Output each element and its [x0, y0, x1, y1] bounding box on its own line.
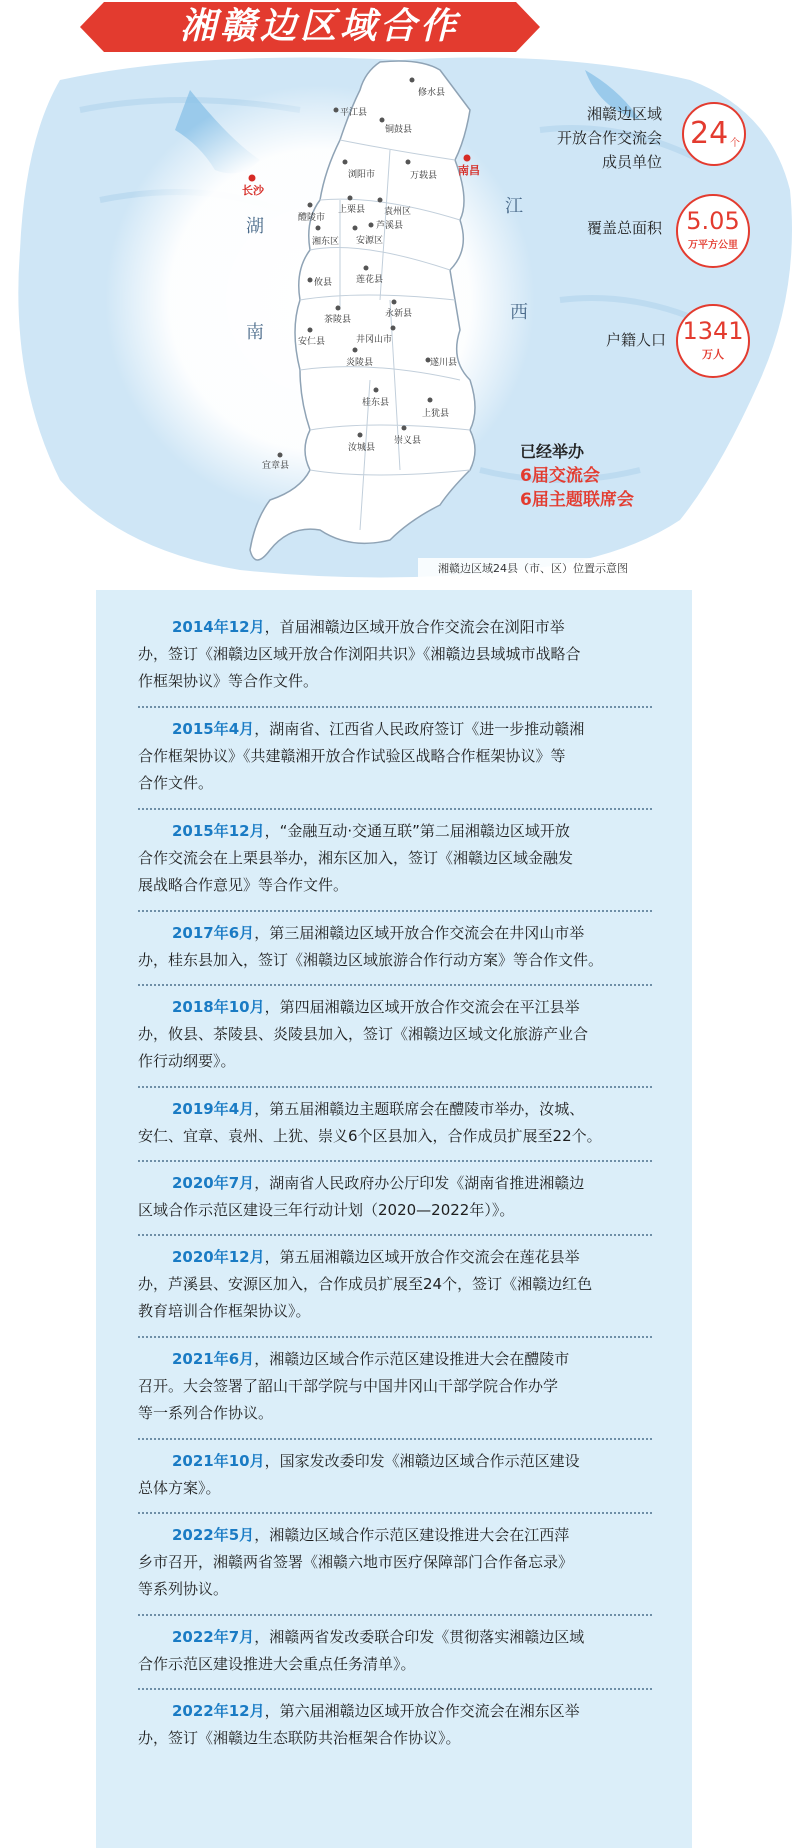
stat-label-line: 开放合作交流会 — [556, 129, 662, 147]
province-jiangxi-char2: 西 — [510, 302, 528, 323]
stat-circle-members — [682, 102, 746, 166]
dotted-divider — [138, 1688, 652, 1690]
entry-text: 办，签订《湘赣边生态联防共治框架合作协议》。 — [138, 1729, 461, 1747]
entry-text: ，湘赣两省发改委联合印发《贯彻落实湘赣边区域 — [254, 1628, 585, 1646]
entry-date: 2020年7月 — [172, 1174, 255, 1192]
entry-date: 2014年12月 — [172, 618, 265, 636]
province-hunan-char1: 湖 — [246, 216, 264, 237]
map-caption: 湘赣边区域24县（市、区）位置示意图 — [418, 558, 648, 580]
timeline-entry — [138, 1096, 652, 1150]
entry-date: 2022年5月 — [172, 1526, 255, 1544]
entry-date: 2021年6月 — [172, 1350, 255, 1368]
stat-circle-population — [676, 304, 750, 378]
stat-value: 1341 — [682, 317, 744, 345]
county-label: 平江县 — [340, 108, 368, 118]
city-label-changsha: 长沙 — [242, 184, 264, 197]
entry-text: ，第四届湘赣边区域开放合作交流会在平江县举 — [264, 998, 580, 1016]
county-label: 浏阳市 — [348, 170, 376, 180]
entry-text: ，第六届湘赣边区域开放合作交流会在湘东区举 — [264, 1702, 580, 1720]
timeline-entry — [138, 1624, 652, 1678]
stat-label-line: 户籍人口 — [605, 331, 666, 349]
entry-text: 等一系列合作协议。 — [138, 1404, 274, 1422]
entry-text: ，第五届湘赣边主题联席会在醴陵市举办，汝城、 — [254, 1100, 585, 1118]
entry-text: 总体方案》。 — [138, 1479, 221, 1497]
timeline-entry — [138, 920, 652, 974]
entry-date: 2018年10月 — [172, 998, 265, 1016]
page-title: 湘赣边区域合作 — [179, 6, 460, 47]
county-label: 醴陵市 — [298, 213, 326, 223]
entry-date: 2020年12月 — [172, 1248, 265, 1266]
stat-label-line: 湘赣边区域 — [586, 105, 662, 123]
county-label: 万载县 — [410, 171, 438, 181]
entry-text: ，湖南省人民政府办公厅印发《湖南省推进湘赣边 — [254, 1174, 585, 1192]
entry-text: 办，芦溪县、安源区加入，合作成员扩展至24个，签订《湘赣边红色 — [138, 1275, 593, 1293]
entry-text: 安仁、宜章、袁州、上犹、崇义6个区县加入，合作成员扩展至22个。 — [138, 1127, 602, 1145]
timeline-panel — [96, 590, 692, 1848]
entry-text: 作框架协议》等合作文件。 — [138, 672, 319, 690]
dotted-divider — [138, 1512, 652, 1514]
entry-date: 2022年7月 — [172, 1628, 255, 1646]
entry-text: ，第三届湘赣边区域开放合作交流会在井冈山市举 — [254, 924, 585, 942]
timeline-entry — [138, 716, 652, 797]
held-line-3: 6届主题联席会 — [520, 490, 634, 510]
entry-text: 区域合作示范区建设三年行动计划（2020—2022年）》。 — [138, 1201, 515, 1219]
timeline-entry — [138, 614, 652, 695]
timeline-entry — [138, 1448, 652, 1502]
county-label: 铜鼓县 — [385, 125, 413, 135]
title-banner — [80, 2, 540, 52]
stat-label-line: 覆盖总面积 — [586, 219, 662, 237]
stat-unit: 万平方公里 — [688, 240, 738, 251]
county-label: 袁州区 — [384, 207, 412, 217]
entry-text: ，“金融互动·交通互联”第二届湘赣边区域开放 — [264, 822, 570, 840]
county-label: 宜章县 — [262, 461, 290, 471]
county-label: 修水县 — [418, 88, 446, 98]
entry-text: 召开。大会签署了韶山干部学院与中国井冈山干部学院合作办学 — [138, 1377, 559, 1395]
entry-text: 教育培训合作框架协议》。 — [138, 1302, 311, 1320]
county-label: 湘东区 — [312, 237, 340, 247]
county-label: 茶陵县 — [324, 315, 352, 325]
entry-date: 2019年4月 — [172, 1100, 255, 1118]
city-label-nanchang: 南昌 — [458, 164, 480, 177]
dotted-divider — [138, 1160, 652, 1162]
region-map — [0, 50, 800, 590]
entry-text: ，湘赣边区域合作示范区建设推进大会在江西萍 — [254, 1526, 570, 1544]
entry-date: 2017年6月 — [172, 924, 255, 942]
entry-text: ，首届湘赣边区域开放合作交流会在浏阳市举 — [264, 618, 565, 636]
stat-label-area — [520, 216, 662, 240]
province-hunan-char2: 南 — [246, 322, 264, 343]
nanchang-dot — [464, 155, 471, 162]
county-label: 安源区 — [356, 236, 384, 246]
entry-text: 合作示范区建设推进大会重点任务清单》。 — [138, 1655, 416, 1673]
entry-text: 等系列协议。 — [138, 1580, 229, 1598]
province-jiangxi-char1: 江 — [505, 196, 523, 217]
dotted-divider — [138, 984, 652, 986]
county-label: 井冈山市 — [356, 335, 393, 345]
entry-text: ，第五届湘赣边区域开放合作交流会在莲花县举 — [264, 1248, 580, 1266]
entry-text: 作行动纲要》。 — [138, 1052, 236, 1070]
entry-text: 乡市召开，湘赣两省签署《湘赣六地市医疗保障部门合作备忘录》 — [138, 1553, 574, 1571]
county-label: 莲花县 — [356, 275, 384, 285]
county-label: 炎陵县 — [346, 358, 374, 368]
timeline-entry — [138, 818, 652, 899]
stat-label-members — [520, 102, 662, 174]
county-label: 安仁县 — [298, 337, 326, 347]
entry-date: 2021年10月 — [172, 1452, 265, 1470]
entry-date: 2015年12月 — [172, 822, 265, 840]
entry-text: ，湖南省、江西省人民政府签订《进一步推动赣湘 — [254, 720, 585, 738]
timeline-entry — [138, 1698, 652, 1752]
timeline-entry — [138, 1346, 652, 1427]
county-label: 桂东县 — [362, 398, 390, 408]
entry-text: 合作文件。 — [138, 774, 214, 792]
county-label: 芦溪县 — [376, 221, 404, 231]
county-label: 崇义县 — [394, 436, 422, 446]
county-label: 上栗县 — [338, 205, 366, 215]
held-summary — [520, 440, 680, 512]
county-label: 遂川县 — [430, 358, 458, 368]
entry-text: 办，攸县、茶陵县、炎陵县加入，签订《湘赣边区域文化旅游产业合 — [138, 1025, 589, 1043]
entry-text: 合作框架协议》《共建赣湘开放合作试验区战略合作框架协议》等 — [138, 747, 566, 765]
dotted-divider — [138, 706, 652, 708]
entry-text: 办，签订《湘赣边区域开放合作浏阳共识》《湘赣边县域城市战略合 — [138, 645, 581, 663]
entry-text: 合作交流会在上栗县举办，湘东区加入，签订《湘赣边区域金融发 — [138, 849, 574, 867]
timeline-entry — [138, 994, 652, 1075]
county-label: 攸县 — [314, 278, 333, 288]
dotted-divider — [138, 1336, 652, 1338]
stat-value: 5.05 — [686, 207, 740, 235]
entry-text: ，湘赣边区域合作示范区建设推进大会在醴陵市 — [254, 1350, 570, 1368]
held-line-2: 6届交流会 — [520, 466, 600, 486]
dotted-divider — [138, 1614, 652, 1616]
entry-text: 办，桂东县加入，签订《湘赣边区域旅游合作行动方案》等合作文件。 — [138, 951, 604, 969]
county-label: 上犹县 — [422, 409, 450, 419]
dotted-divider — [138, 1086, 652, 1088]
timeline-entry — [138, 1522, 652, 1603]
stat-label-population — [520, 328, 666, 352]
entry-text: ，国家发改委印发《湘赣边区域合作示范区建设 — [264, 1452, 580, 1470]
held-line-1: 已经举办 — [520, 442, 585, 461]
entry-date: 2022年12月 — [172, 1702, 265, 1720]
stat-unit: 个 — [730, 138, 740, 149]
dotted-divider — [138, 808, 652, 810]
stat-unit: 万人 — [702, 348, 724, 361]
timeline-entry — [138, 1170, 652, 1224]
stat-value: 24 — [690, 116, 729, 151]
stat-circle-area — [676, 194, 750, 268]
entry-date: 2015年4月 — [172, 720, 255, 738]
timeline-entry — [138, 1244, 652, 1325]
changsha-dot — [249, 175, 256, 182]
county-label: 永新县 — [385, 309, 413, 319]
stat-label-line: 成员单位 — [601, 153, 662, 171]
entry-text: 展战略合作意见》等合作文件。 — [138, 876, 349, 894]
county-label: 汝城县 — [348, 443, 376, 453]
dotted-divider — [138, 1234, 652, 1236]
dotted-divider — [138, 910, 652, 912]
dotted-divider — [138, 1438, 652, 1440]
